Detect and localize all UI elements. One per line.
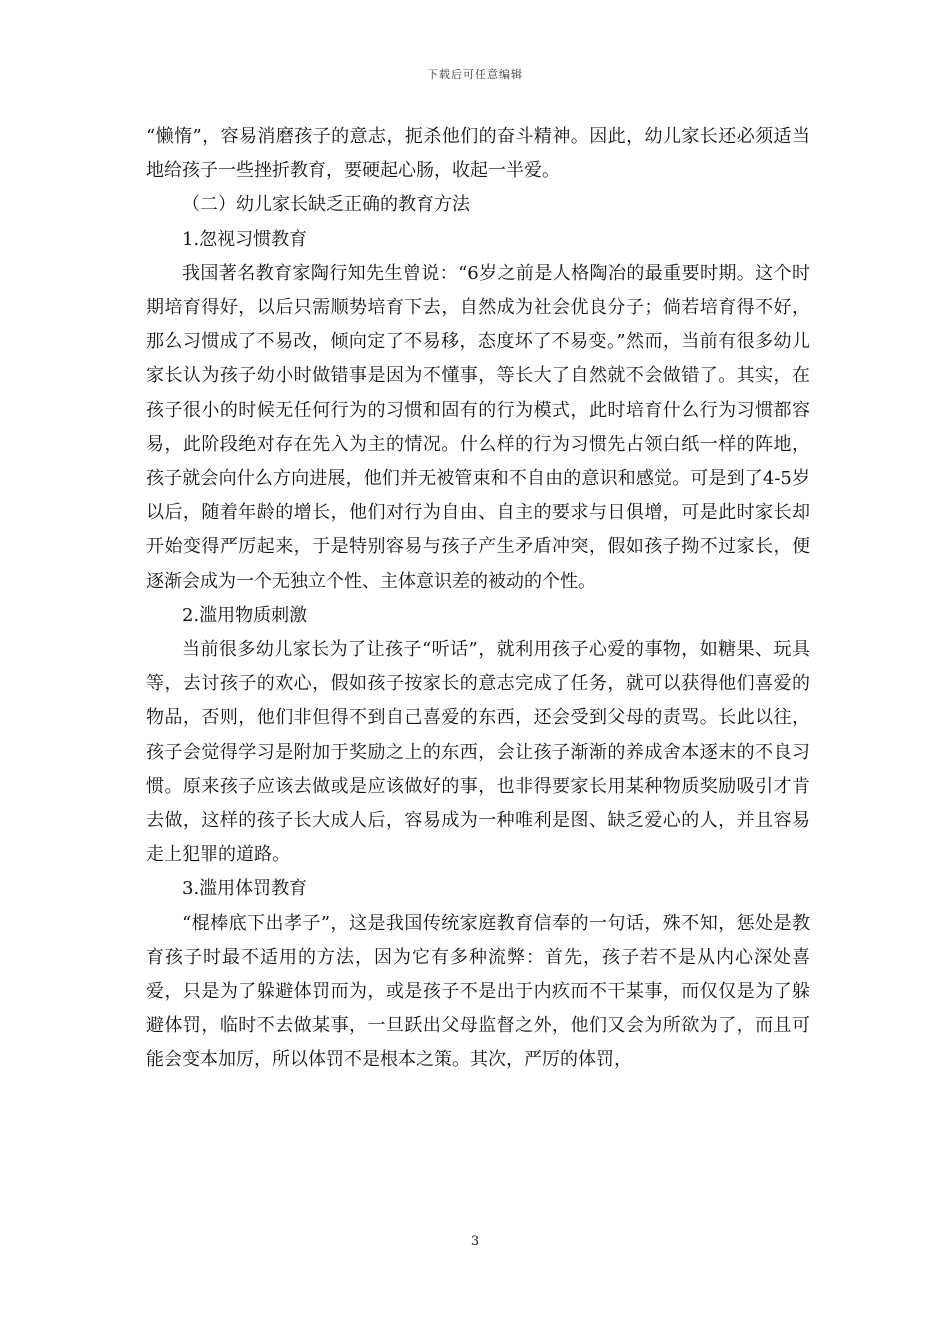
punishment-paragraph: “棍棒底下出孝子”，这是我国传统家庭教育信奉的一句话，殊不知，惩处是教育孩子时最不适用的方法，因为它有多种流弊：首先，孩子若不是从内心深处喜爱，只是为了躲避体罚而为，或是孩子不是出于内疚而不干某事，而仅仅是为了躲避体罚，临时不去做某事，一旦跃出父母监督之外，他们又会为所欲为了，而且可能会变本加厉，所以体罚不是根本之策。其次，严厉的体罚，	[146, 912, 810, 1071]
subsection-heading-habit: 1.忽视习惯教育	[182, 228, 308, 250]
subsection-heading-material: 2.滥用物质刺激	[182, 604, 308, 626]
intro-paragraph: “懒惰”，容易消磨孩子的意志，扼杀他们的奋斗精神。因此，幼儿家长还必须适当地给孩子一些挫折教育，要硬起心肠，收起一半爱。	[146, 126, 810, 182]
habit-paragraph: 我国著名教育家陶行知先生曾说：“6岁之前是人格陶冶的最重要时期。这个时期培育得好，以后只需顺势培育下去，自然成为社会优良分子；倘若培育得不好，那么习惯成了不易改，倾向定了不易移，态度坏了不易变。”然而，当前有很多幼儿家长认为孩子幼小时做错事是因为不懂事，等长大了自然就不会做错了。其实，在孩子很小的时候无任何行为的习惯和固有的行为模式，此时培育什么行为习惯都容易，此阶段绝对存在先入为主的情况。什么样的行为习惯先占领白纸一样的阵地，孩子就会向什么方向进展，他们并无被管束和不自由的意识和感觉。可是到了4-5岁以后，随着年龄的增长，他们对行为自由、自主的要求与日俱增，可是此时家长却开始变得严厉起来，于是特别容易与孩子产生矛盾冲突，假如孩子拗不过家长，便逐渐会成为一个无独立个性、主体意识差的被动的个性。	[146, 262, 810, 592]
document-body	[146, 120, 810, 1078]
page-number: 3	[470, 1234, 480, 1249]
page-header: 下载后可任意编辑	[427, 68, 523, 81]
material-paragraph: 当前很多幼儿家长为了让孩子“听话”，就利用孩子心爱的事物，如糖果、玩具等，去讨孩子的欢心，假如孩子按家长的意志完成了任务，就可以获得他们喜爱的物品，否则，他们非但得不到自己喜爱的东西，还会受到父母的责骂。长此以往，孩子会觉得学习是附加于奖励之上的东西，会让孩子渐渐的养成舍本逐末的不良习惯。原来孩子应该去做或是应该做好的事，也非得要家长用某种物质奖励吸引才肯去做，这样的孩子长大成人后，容易成为一种唯利是图、缺乏爱心的人，并且容易走上犯罪的道路。	[146, 639, 810, 866]
section-heading: （二）幼儿家长缺乏正确的教育方法	[182, 194, 470, 216]
subsection-heading-punishment: 3.滥用体罚教育	[182, 878, 308, 900]
